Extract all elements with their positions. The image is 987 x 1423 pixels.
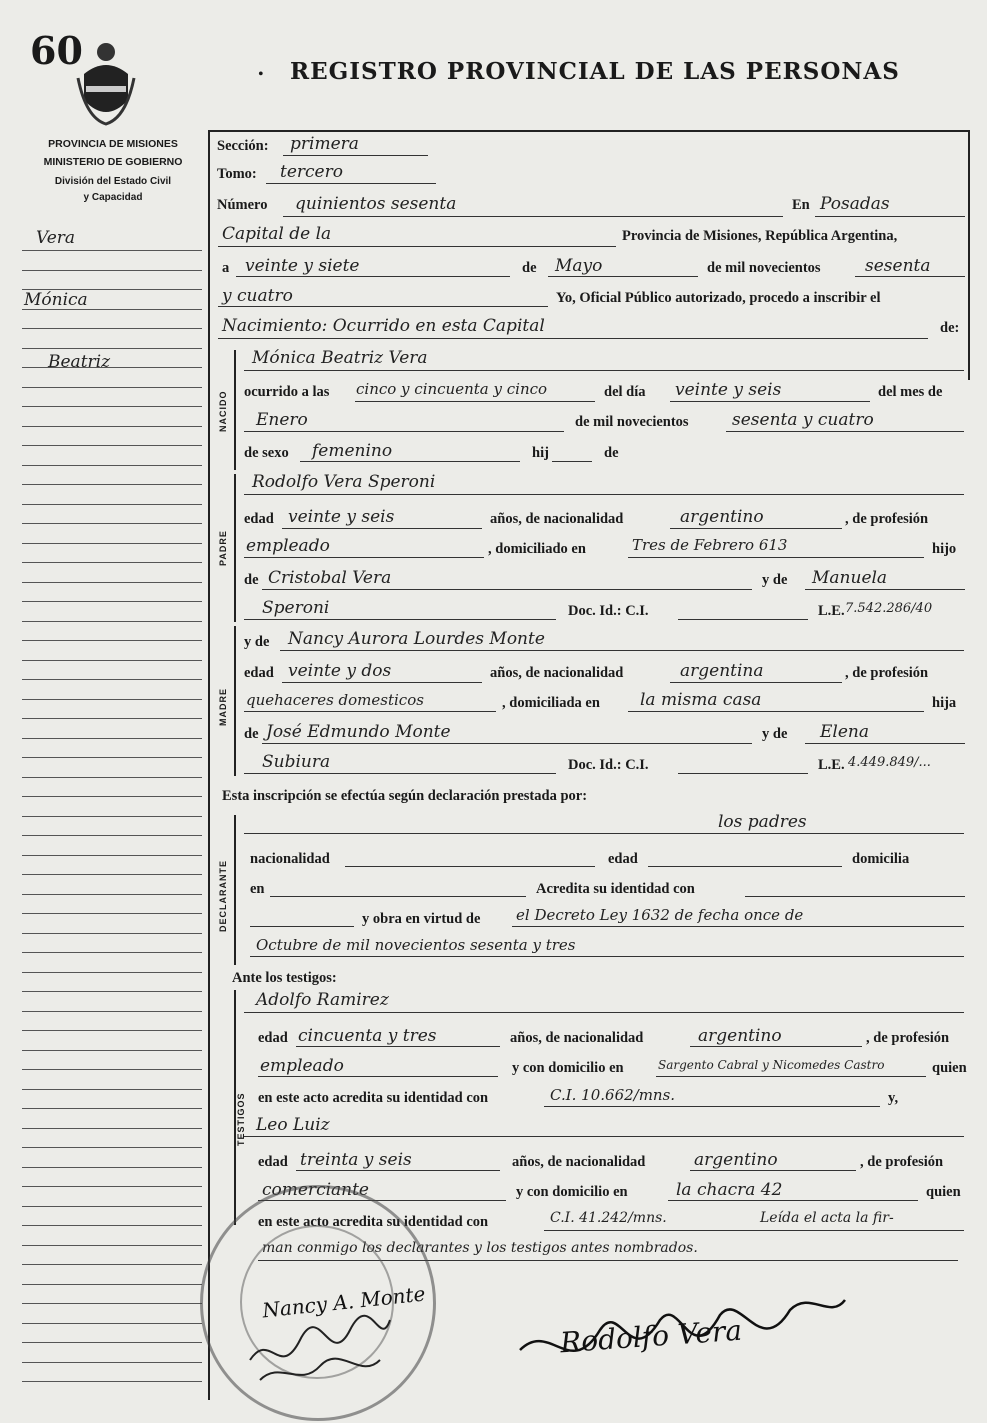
margin-rule (22, 426, 202, 427)
margin-rule (22, 1186, 202, 1187)
tomo-label: Tomo: (217, 166, 257, 182)
declarante-obra2-line (250, 956, 964, 957)
testigo1-nac-label: años, de nacionalidad (510, 1030, 644, 1046)
testigo2-dom: la chacra 42 (676, 1180, 783, 1200)
en-label: En (792, 197, 810, 213)
dia-line (670, 401, 870, 402)
padre-abuela: Manuela (812, 568, 888, 588)
side-header-ministry: MINISTERIO DE GOBIERNO (43, 156, 183, 168)
margin-rule (22, 465, 202, 466)
margin-rule (22, 796, 202, 797)
testigo1-dom: Sargento Cabral y Nicomedes Castro (658, 1058, 885, 1072)
testigo2-prof-label: , de profesión (860, 1154, 944, 1170)
madre-de-label: de (244, 726, 259, 742)
oficial-label: Yo, Oficial Público autorizado, procedo a inscribir el (556, 290, 881, 306)
margin-rule (22, 270, 202, 271)
testigo2-doc-line (544, 1230, 964, 1231)
margin-rule (22, 250, 202, 251)
padre-edad-label: edad (244, 511, 274, 527)
margin-rule (22, 874, 202, 875)
nacido-de-label: de (604, 445, 619, 461)
padre-nombre: Rodolfo Vera Speroni (252, 472, 436, 492)
signature-official: Rodolfo Vera (559, 1313, 744, 1360)
margin-rule (22, 601, 202, 602)
margin-rule (22, 991, 202, 992)
provincia-label: Provincia de Misiones, República Argentina, (622, 228, 898, 244)
declarante-nac-line (345, 866, 595, 867)
testigo1-doc-line (544, 1106, 880, 1107)
declarante-obra-label: y obra en virtud de (362, 911, 481, 927)
margin-rule (22, 1303, 202, 1304)
padre-abuelo: Cristobal Vera (268, 568, 392, 588)
madre-abuela2: Subiura (262, 752, 331, 772)
madre-nac-line (670, 682, 842, 683)
margin-rule (22, 679, 202, 680)
mes-value: Enero (256, 410, 308, 430)
coat-of-arms-icon (76, 38, 136, 126)
madre-nac-label: años, de nacionalidad (490, 665, 624, 681)
document-title: REGISTRO PROVINCIAL DE LAS PERSONAS (290, 58, 900, 85)
margin-rule (22, 523, 202, 524)
declarante-acredita-label: Acredita su identidad con (536, 881, 695, 897)
testigo1-prof-label: , de profesión (866, 1030, 950, 1046)
testigo2-nac: argentino (694, 1150, 778, 1170)
fecha-dia-line (236, 276, 510, 277)
margin-rule (22, 1323, 202, 1324)
declarante-obra-value: el Decreto Ley 1632 de fecha once de (516, 906, 804, 924)
seccion-label: Sección: (217, 138, 269, 154)
margin-rule (22, 1245, 202, 1246)
seccion-value: primera (290, 134, 359, 154)
testigo1-nac-line (690, 1046, 862, 1047)
margin-middle-name: Beatriz (48, 352, 111, 372)
form-top-border (208, 130, 968, 132)
testigo2-doc: C.I. 41.242/mns. (550, 1210, 667, 1226)
anio-value: sesenta y cuatro (732, 410, 874, 430)
margin-rule (22, 445, 202, 446)
declarante-en-line (270, 896, 526, 897)
testigo-cierre2: man conmigo los declarantes y los testigos antes nombrados. (262, 1240, 698, 1256)
margin-rule (22, 777, 202, 778)
margin-rule (22, 660, 202, 661)
testigo1-edad-line (296, 1046, 500, 1047)
madre-edad-line (282, 682, 482, 683)
padre-le-value: 7.542.286/40 (845, 601, 933, 616)
margin-rule (22, 1342, 202, 1343)
anio-line (726, 431, 964, 432)
margin-rule (22, 1264, 202, 1265)
margin-rule (22, 640, 202, 641)
testigo2-dom-line (668, 1200, 918, 1201)
mes-line (244, 431, 564, 432)
margin-rule (22, 913, 202, 914)
ocurrido-label: ocurrido a las (244, 384, 330, 400)
en-value: Posadas (820, 194, 890, 214)
declarante-intro: Esta inscripción se efectúa según declaración prestada por: (222, 788, 588, 804)
margin-rule (22, 972, 202, 973)
madre-dom-line (628, 711, 924, 712)
testigo2-nombre: Leo Luiz (256, 1115, 330, 1135)
margin-rule (22, 504, 202, 505)
margin-surname: Vera (36, 228, 76, 248)
padre-nombre-line (244, 494, 964, 495)
margin-rule (22, 1050, 202, 1051)
madre-profesion: quehaceres domesticos (246, 691, 424, 709)
mil-label: de mil novecientos (707, 260, 821, 276)
acto-value: Nacimiento: Ocurrido en esta Capital (222, 316, 545, 336)
padre-doc-label: Doc. Id.: C.I. (568, 603, 649, 619)
declarante-acredita-line (745, 896, 965, 897)
fecha-anio-value-b: y cuatro (222, 286, 293, 306)
side-header-capacidad: y Capacidad (83, 192, 143, 203)
margin-rule (22, 1030, 202, 1031)
hij-label: hij (532, 445, 549, 461)
padre-nac-label: años, de nacionalidad (490, 511, 624, 527)
declarante-dom-label: domicilia (852, 851, 910, 867)
tomo-value: tercero (280, 162, 343, 182)
margin-rule (22, 816, 202, 817)
hij-line (552, 461, 592, 462)
seccion-line (283, 155, 428, 156)
del-dia-label: del día (604, 384, 646, 400)
madre-nombre: Nancy Aurora Lourdes Monte (288, 629, 545, 649)
margin-rule (22, 757, 202, 758)
padre-prof-label: , de profesión (845, 511, 929, 527)
margin-rule (22, 582, 202, 583)
declarante-edad-line (648, 866, 842, 867)
madre-yde2-label: y de (762, 726, 788, 742)
hora-value: cinco y cincuenta y cinco (356, 380, 548, 398)
margin-rule (22, 543, 202, 544)
margin-rule (22, 562, 202, 563)
testigo1-edad: cincuenta y tres (298, 1026, 437, 1046)
madre-section-label: MADRE (218, 688, 228, 726)
margin-rule (22, 348, 202, 349)
padre-domicilio: Tres de Febrero 613 (632, 536, 788, 554)
testigo2-prof: comerciante (262, 1180, 369, 1200)
padre-abuelo-line (262, 589, 752, 590)
madre-nombre-line (280, 650, 964, 651)
lugar-line (218, 246, 616, 247)
margin-rule (22, 933, 202, 934)
fecha-mes-value: Mayo (555, 256, 603, 276)
padre-abuela2: Speroni (262, 598, 330, 618)
testigo2-edad-line (296, 1170, 500, 1171)
margin-rule (22, 1128, 202, 1129)
padre-section-label: PADRE (218, 530, 228, 566)
padre-abuela2-line (244, 619, 556, 620)
padre-dom-label: , domiciliado en (488, 541, 586, 557)
margin-rule (22, 738, 202, 739)
declarante-quien: los padres (718, 812, 807, 832)
de2-label: de: (940, 320, 960, 336)
fecha-mes-line (548, 276, 698, 277)
en-line (815, 216, 965, 217)
margin-rule (22, 406, 202, 407)
margin-rule (22, 1284, 202, 1285)
madre-abuelo-line (262, 743, 752, 744)
testigo1-nombre: Adolfo Ramirez (256, 990, 389, 1010)
testigo1-quien-label: quien (932, 1060, 967, 1076)
testigo2-nac-line (690, 1170, 856, 1171)
declarante-section-label: DECLARANTE (218, 860, 228, 932)
madre-prof-line (244, 711, 496, 712)
page-number: 60 (30, 28, 83, 73)
margin-rule (22, 1362, 202, 1363)
nacido-nombre-line (244, 370, 964, 371)
nacido-mil-label: de mil novecientos (575, 414, 689, 430)
padre-de-label: de (244, 572, 259, 588)
testigo2-acredita-label: en este acto acredita su identidad con (258, 1214, 489, 1230)
madre-domicilio: la misma casa (640, 690, 762, 710)
madre-abuelo: José Edmundo Monte (266, 722, 451, 742)
madre-prof-label: , de profesión (845, 665, 929, 681)
testigo2-edad: treinta y seis (300, 1150, 412, 1170)
madre-abuela: Elena (820, 722, 869, 742)
margin-rule (22, 1108, 202, 1109)
fecha-anio-value-a: sesenta (865, 256, 931, 276)
padre-le-label: L.E. (818, 603, 845, 619)
margin-rule (22, 894, 202, 895)
margin-rule (22, 952, 202, 953)
testigo1-acredita-label: en este acto acredita su identidad con (258, 1090, 489, 1106)
testigo1-edad-label: edad (258, 1030, 288, 1046)
side-header-province: PROVINCIA DE MISIONES (48, 138, 178, 150)
testigo1-dom-line (656, 1076, 926, 1077)
testigo2-quien-label: quien (926, 1184, 961, 1200)
margin-first-name: Mónica (24, 290, 88, 310)
signature-official-scribble (510, 1280, 850, 1390)
declarante-bracket (234, 815, 236, 965)
sexo-value: femenino (312, 441, 393, 461)
margin-rule (22, 1225, 202, 1226)
a-label: a (222, 260, 230, 276)
margin-rule (22, 484, 202, 485)
dia-value: veinte y seis (675, 380, 782, 400)
testigo1-dom-label: y con domicilio en (512, 1060, 624, 1076)
madre-edad-label: edad (244, 665, 274, 681)
testigos-section-label: TESTIGOS (236, 1092, 246, 1146)
madre-nacionalidad: argentina (680, 661, 764, 681)
numero-label: Número (217, 197, 268, 213)
padre-profesion: empleado (246, 536, 330, 556)
testigos-intro: Ante los testigos: (232, 970, 337, 986)
padre-dom-line (628, 557, 924, 558)
testigo1-nombre-line (244, 1012, 964, 1013)
margin-rule (22, 1069, 202, 1070)
declarante-pre-obra-line (250, 926, 354, 927)
testigo2-nac-label: años, de nacionalidad (512, 1154, 646, 1170)
testigo1-prof: empleado (260, 1056, 344, 1076)
form-right-border (968, 130, 970, 380)
bullet-mark: • (258, 66, 264, 83)
margin-rule (22, 1381, 202, 1382)
declarante-obra-line (512, 926, 964, 927)
madre-dom-label: , domiciliada en (502, 695, 600, 711)
margin-rule (22, 855, 202, 856)
madre-yde-label: y de (244, 634, 270, 650)
padre-abuela-line (805, 589, 965, 590)
margin-rule (22, 1011, 202, 1012)
margin-rule (22, 328, 202, 329)
madre-le-value: 4.449.849/... (848, 755, 931, 770)
side-header-division: División del Estado Civil (54, 176, 172, 187)
numero-line (283, 216, 783, 217)
hora-line (355, 401, 595, 402)
padre-bracket (234, 474, 236, 622)
signature-mother: Nancy A. Monte (261, 1281, 427, 1323)
madre-le-label: L.E. (818, 757, 845, 773)
form-left-border (208, 130, 210, 1400)
declarante-obra-value2: Octubre de mil novecientos sesenta y tres (256, 936, 576, 954)
declarante-nac-label: nacionalidad (250, 851, 330, 867)
de-label: de (522, 260, 537, 276)
margin-rule (22, 718, 202, 719)
madre-abuela-line (805, 743, 965, 744)
declarante-en-label: en (250, 881, 265, 897)
madre-edad: veinte y dos (288, 661, 392, 681)
tomo-line (266, 183, 436, 184)
margin-rule (22, 835, 202, 836)
nacido-section-label: NACIDO (218, 390, 228, 432)
sexo-label: de sexo (244, 445, 289, 461)
testigo2-nombre-line (244, 1136, 964, 1137)
fecha-anio-b-line (218, 306, 548, 307)
testigo1-prof-line (258, 1076, 498, 1077)
sexo-line (300, 461, 520, 462)
declarante-edad-label: edad (608, 851, 638, 867)
testigo1-doc: C.I. 10.662/mns. (550, 1086, 676, 1104)
madre-doc-label: Doc. Id.: C.I. (568, 757, 649, 773)
padre-nacionalidad: argentino (680, 507, 764, 527)
signature-scribble (240, 1270, 400, 1390)
testigo-cierre: Leída el acta la fir- (760, 1210, 894, 1226)
padre-prof-line (244, 557, 484, 558)
madre-doc-line (678, 773, 808, 774)
padre-doc-line (678, 619, 808, 620)
margin-rule (22, 621, 202, 622)
hija-label: hija (932, 695, 957, 711)
testigo2-dom-label: y con domicilio en (516, 1184, 628, 1200)
padre-nac-line (670, 528, 842, 529)
padre-edad-line (282, 528, 482, 529)
lugar-value: Capital de la (222, 224, 332, 244)
padre-yde-label: y de (762, 572, 788, 588)
madre-abuela2-line (244, 773, 556, 774)
margin-rule (22, 1147, 202, 1148)
fecha-dia-value: veinte y siete (245, 256, 360, 276)
del-mes-label: del mes de (878, 384, 943, 400)
hijo-label: hijo (932, 541, 957, 557)
margin-rule (22, 387, 202, 388)
nacido-bracket (234, 350, 236, 470)
padre-edad: veinte y seis (288, 507, 395, 527)
nacido-nombre: Mónica Beatriz Vera (252, 348, 428, 368)
testigo2-edad-label: edad (258, 1154, 288, 1170)
margin-rule (22, 1206, 202, 1207)
testigo1-nac: argentino (698, 1026, 782, 1046)
margin-rule (22, 699, 202, 700)
margin-rule (22, 1167, 202, 1168)
testigo1-y-label: y, (888, 1090, 899, 1106)
margin-rule (22, 1089, 202, 1090)
declarante-quien-line (244, 833, 964, 834)
madre-bracket (234, 626, 236, 776)
fecha-anio-line (855, 276, 965, 277)
numero-value: quinientos sesenta (295, 194, 457, 214)
acto-line (218, 338, 928, 339)
